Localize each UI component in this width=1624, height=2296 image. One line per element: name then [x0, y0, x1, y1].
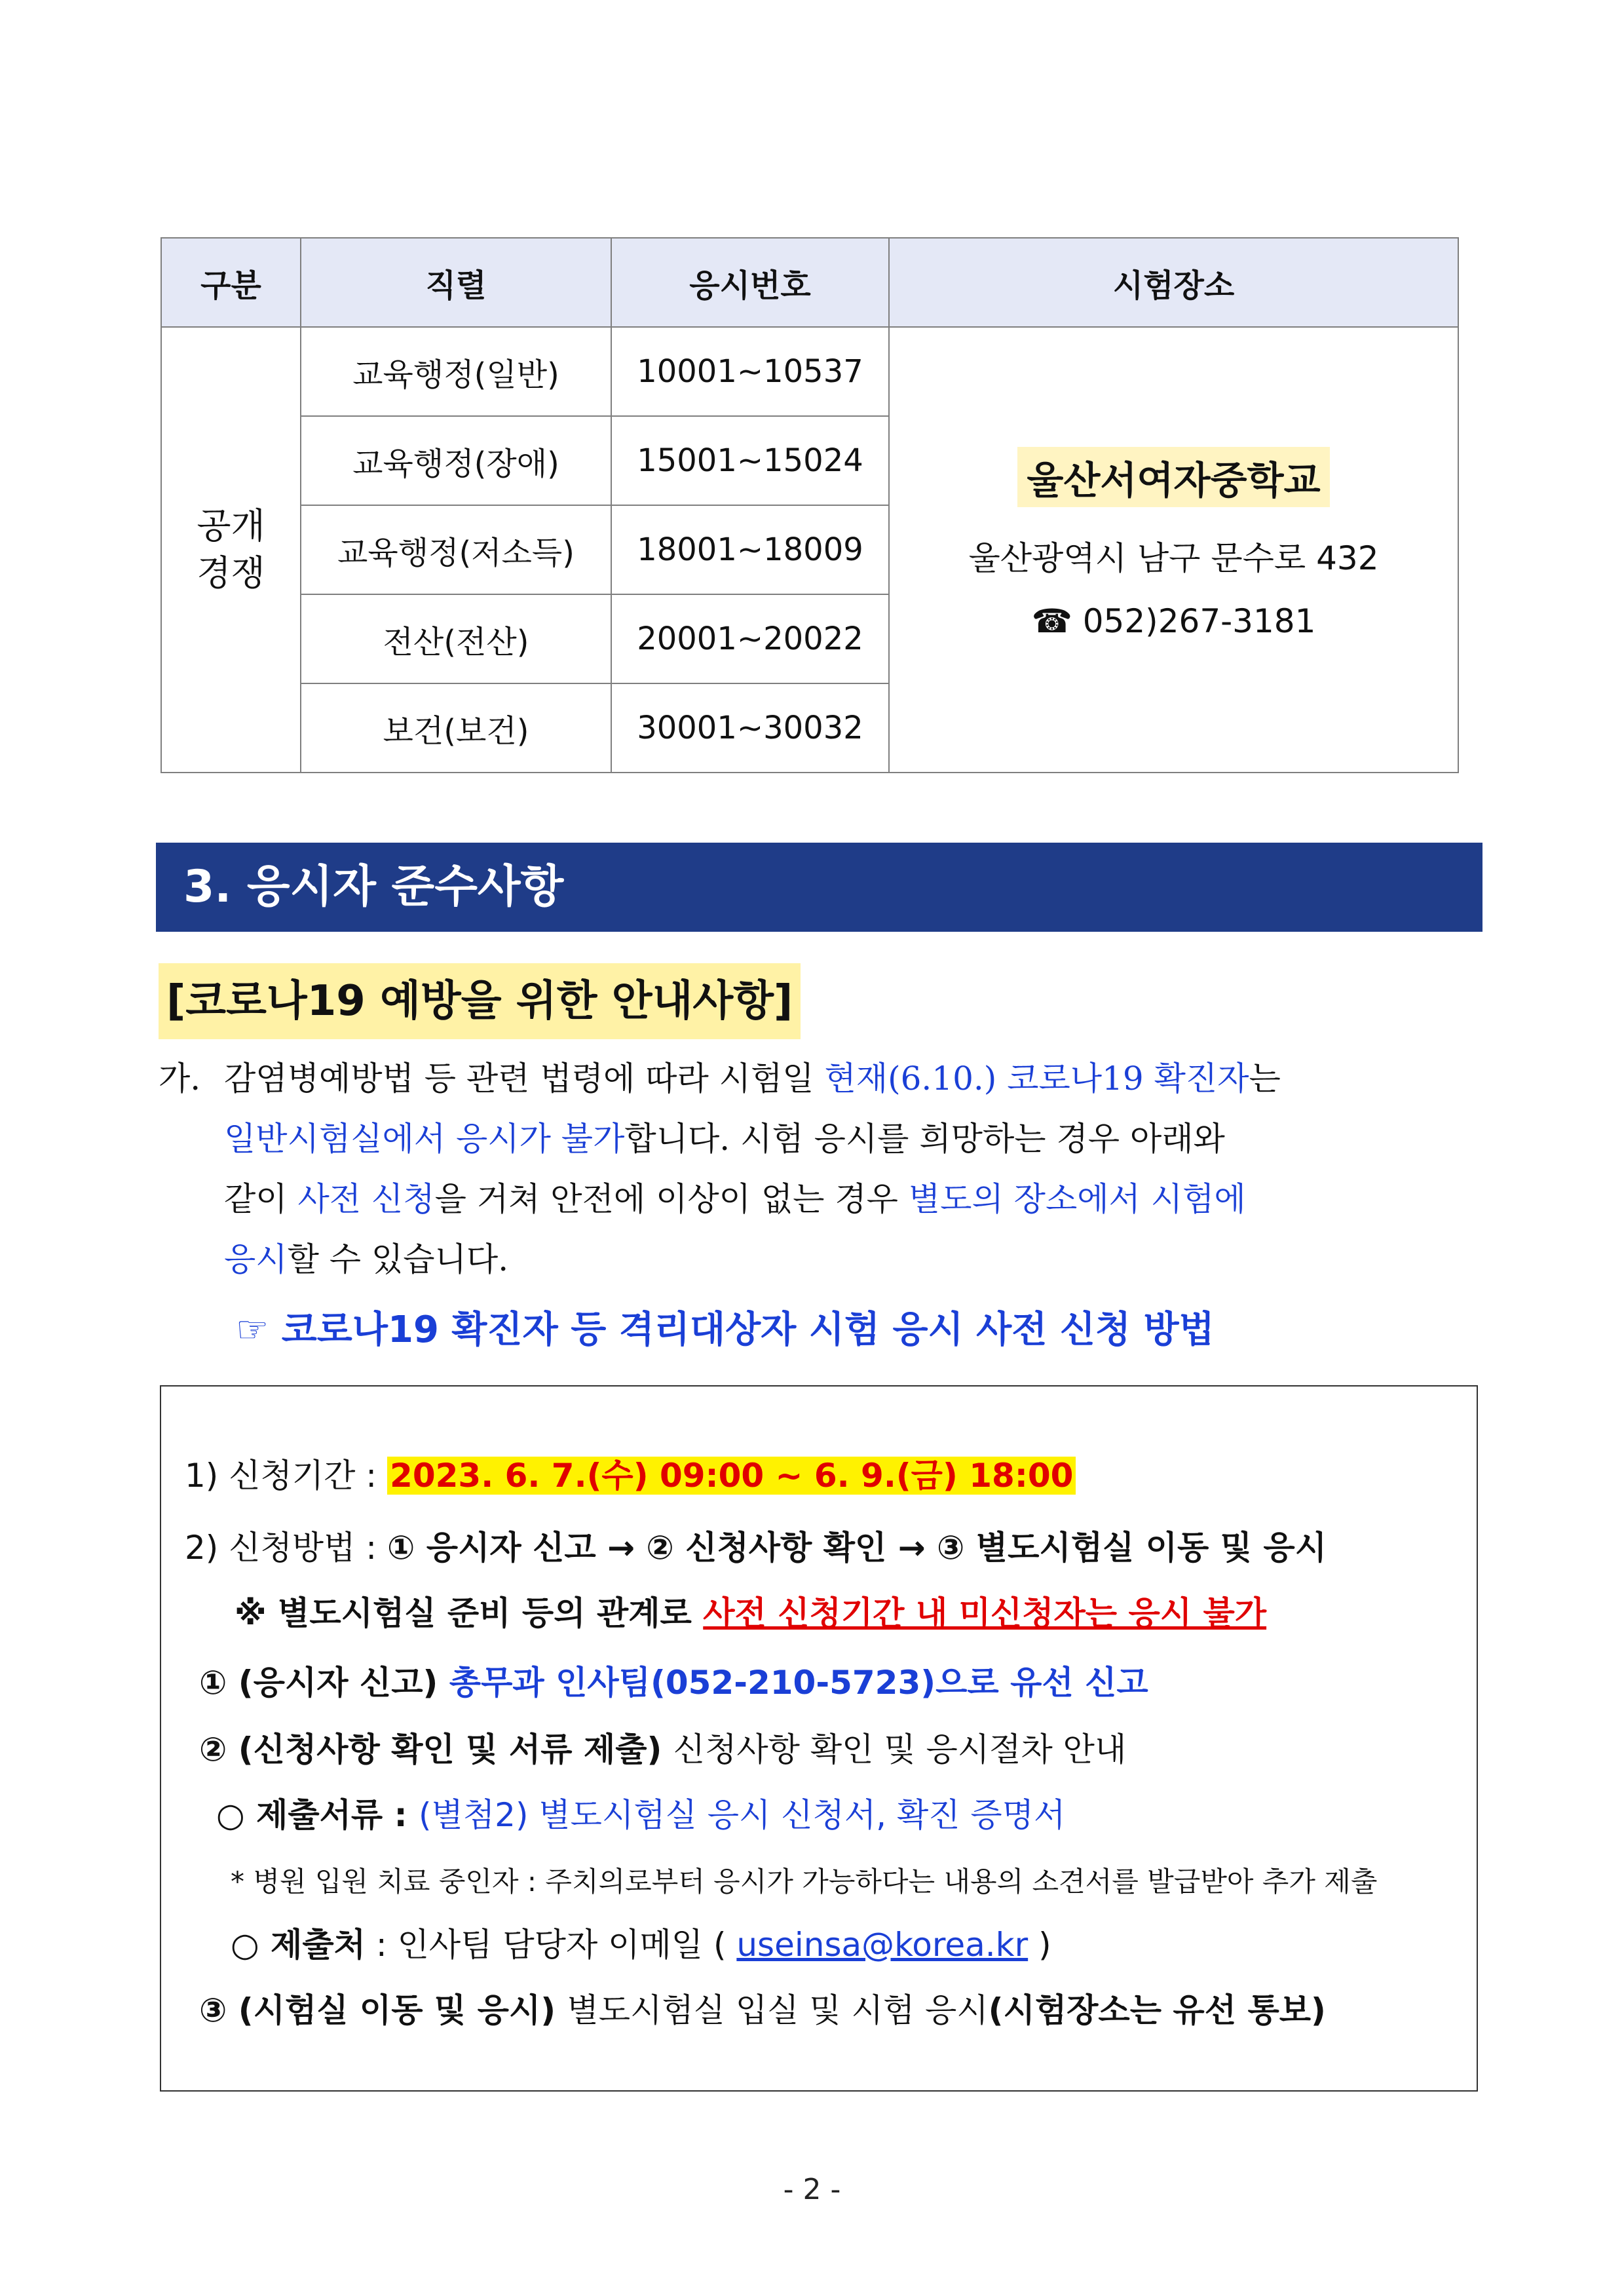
- submit-text: : 인사팀 담당자 이메일 (: [365, 1926, 737, 1964]
- page-number: - 2 -: [783, 2173, 841, 2206]
- submit-close: ): [1028, 1926, 1051, 1964]
- header-venue: 시험장소: [889, 238, 1458, 327]
- venue-address: 울산광역시 남구 문수로 432: [968, 539, 1379, 577]
- period-label: 1) 신청기간 :: [185, 1457, 388, 1495]
- para-highlight: 별도의 장소에서 시험에: [908, 1180, 1246, 1218]
- category-line: 경쟁: [197, 552, 265, 594]
- series-cell: 교육행정(장애): [301, 416, 611, 505]
- step1-contact: 총무과 인사팀(052-210-5723)으로 유선 신고: [449, 1664, 1148, 1702]
- hospital-note: * 병원 입원 치료 중인자 : 주치의로부터 응시가 가능하다는 내용의 소견서를 발급받아 추가 제출: [231, 1866, 1378, 1898]
- para-highlight: 현재(6.10.) 코로나19 확진자: [824, 1060, 1249, 1098]
- header-category: 구분: [161, 238, 301, 327]
- para-text: 할 수 있습니다.: [287, 1240, 509, 1278]
- number-cell: 20001~20022: [611, 594, 889, 683]
- step3-text: 별도시험실 입실 및 시험 응시: [567, 1991, 989, 2029]
- step2-text: 신청사항 확인 및 응시절차 안내: [673, 1731, 1127, 1769]
- submit-line: [231, 1919, 1051, 1971]
- number-cell: 18001~18009: [611, 505, 889, 594]
- exam-venue-table: [161, 237, 1459, 773]
- step1-title: ① (응시자 신고): [199, 1664, 449, 1702]
- para-text: 같이: [224, 1180, 298, 1218]
- para-highlight: 사전 신청: [297, 1180, 435, 1218]
- number-cell: 30001~30032: [611, 683, 889, 773]
- period-line: [185, 1449, 1076, 1502]
- note-prefix: ※ 별도시험실 준비 등의 관계로: [235, 1594, 704, 1632]
- header-exam-number: 응시번호: [611, 238, 889, 327]
- para-text: 합니다. 시험 응시를 희망하는 경우 아래와: [624, 1120, 1225, 1158]
- venue-cell: [889, 327, 1458, 773]
- covid-subheading: [코로나19 예방을 위한 안내사항]: [159, 963, 801, 1039]
- step1-line: [199, 1656, 1148, 1709]
- deadline-note: [235, 1587, 1266, 1639]
- method-line: [185, 1521, 1327, 1574]
- submit-label: ○ 제출처: [231, 1926, 366, 1964]
- series-cell: 전산(전산): [301, 594, 611, 683]
- pointing-hand-icon: ☞: [236, 1309, 269, 1351]
- section-title: 3. 응시자 준수사항: [156, 843, 1482, 932]
- step3-note: (시험장소는 유선 통보): [988, 1991, 1326, 2029]
- para-text: 는: [1249, 1060, 1281, 1098]
- method-value: ① 응시자 신고 → ② 신청사항 확인 → ③ 별도시험실 이동 및 응시: [387, 1529, 1327, 1567]
- series-cell: 교육행정(저소득): [301, 505, 611, 594]
- period-value: 2023. 6. 7.(수) 09:00 ~ 6. 9.(금) 18:00: [387, 1457, 1076, 1495]
- application-method-heading: [236, 1297, 1215, 1363]
- category-cell: [161, 327, 301, 773]
- number-cell: 10001~10537: [611, 327, 889, 416]
- step2-title: ② (신청사항 확인 및 서류 제출): [199, 1731, 673, 1769]
- venue-phone: 052)267-3181: [1082, 602, 1316, 640]
- note-warning: 사전 신청기간 내 미신청자는 응시 불가: [703, 1594, 1267, 1632]
- para-highlight: 응시: [224, 1240, 288, 1278]
- step3-title: ③ (시험실 이동 및 응시): [199, 1991, 567, 2029]
- table-row: [161, 327, 1458, 416]
- table-header-row: [161, 238, 1458, 327]
- notice-paragraph: [159, 1048, 1481, 1290]
- phone-icon: ☎: [1031, 602, 1072, 640]
- para-highlight: 일반시험실에서 응시가 불가: [224, 1120, 625, 1158]
- documents-line: [216, 1789, 1065, 1841]
- documents-list: (별첨2) 별도시험실 응시 신청서, 확진 증명서: [419, 1796, 1066, 1834]
- category-line: 공개: [197, 505, 265, 546]
- series-cell: 보건(보건): [301, 683, 611, 773]
- venue-name: 울산서여자중학교: [1017, 447, 1329, 507]
- application-info-box: [160, 1385, 1478, 2092]
- paragraph-label: 가.: [159, 1060, 201, 1098]
- documents-label: ○ 제출서류 :: [216, 1796, 419, 1834]
- method-label: 2) 신청방법 :: [185, 1529, 388, 1567]
- step3-line: [199, 1984, 1326, 2037]
- series-cell: 교육행정(일반): [301, 327, 611, 416]
- application-method-title: 코로나19 확진자 등 격리대상자 시험 응시 사전 신청 방법: [281, 1309, 1215, 1351]
- venue-phone-line: [890, 590, 1458, 653]
- number-cell: 15001~15024: [611, 416, 889, 505]
- para-text: 감염병예방법 등 관련 법령에 따라 시험일: [224, 1060, 825, 1098]
- header-series: 직렬: [301, 238, 611, 327]
- email-link[interactable]: useinsa@korea.kr: [736, 1926, 1029, 1964]
- para-text: 을 거쳐 안전에 이상이 없는 경우: [434, 1180, 909, 1218]
- step2-line: [199, 1723, 1126, 1776]
